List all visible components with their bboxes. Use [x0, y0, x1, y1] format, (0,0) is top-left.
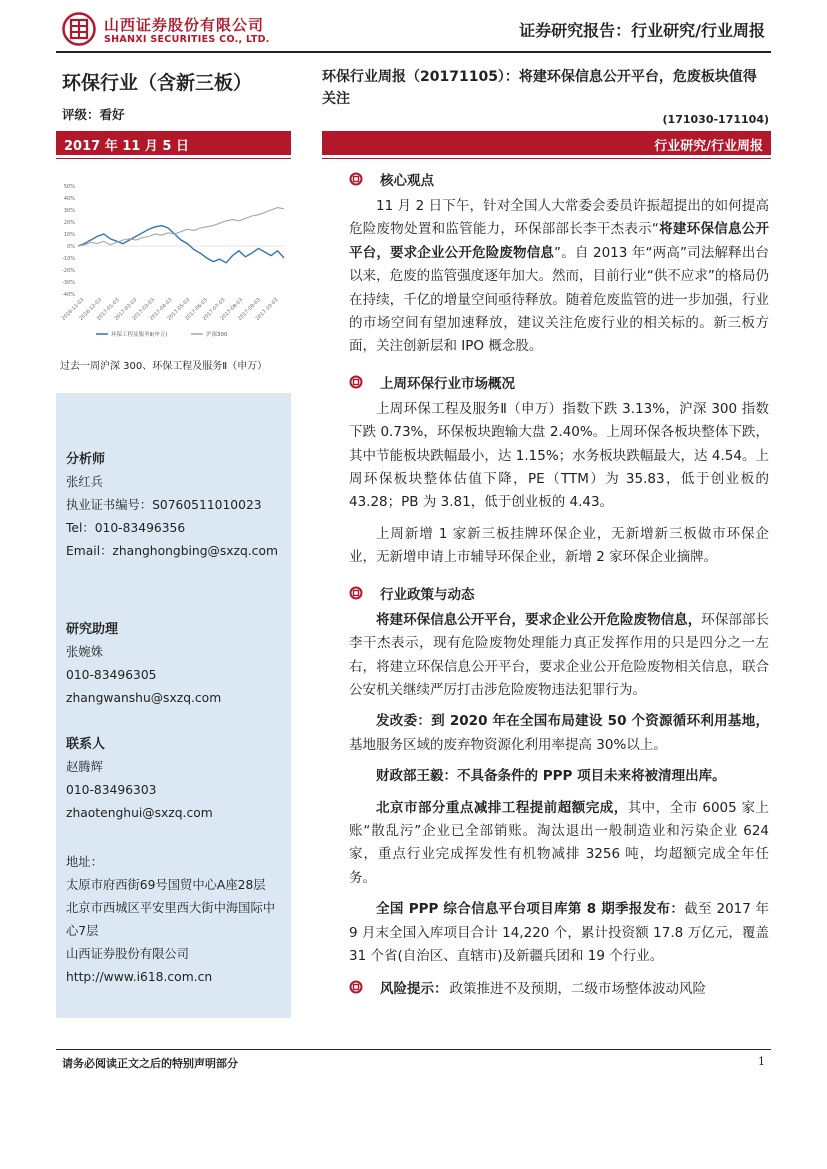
section-title: 核心观点	[380, 173, 434, 189]
analyst-name: 张红兵	[66, 475, 103, 489]
header-divider	[56, 51, 771, 53]
bullet-icon	[349, 375, 363, 389]
company-name-en: SHANXI SECURITIES CO., LTD.	[104, 34, 270, 45]
contact-heading: 联系人	[66, 737, 106, 752]
y-tick-label: -30%	[62, 280, 75, 286]
y-tick-label: -20%	[62, 268, 75, 274]
section-title: 行业政策与动态	[380, 586, 475, 603]
market-paragraph-1: 上周环保工程及服务Ⅱ（申万）指数下跌 3.13%，沪深 300 指数下跌 0.73%，环保板块跑输大盘 2.40%。上周环保各板块整体下跌，其中节能板块跌幅最小，达 1.15%；水务板块跌幅最大，达 4.54。上周环保板块整体估值下降，PE（TTM）为 35.83，低于创业板的 43.28；PB 为 3.81，低于创业板的 4.43。	[349, 400, 769, 511]
chart-svg	[56, 176, 291, 341]
company-name-cn: 山西证券股份有限公司	[104, 16, 265, 34]
report-title: 环保行业周报（20171105）：将建环保信息公开平台，危废板块值得关注	[322, 69, 757, 107]
rating: 评级：看好	[62, 107, 125, 122]
y-tick-label: 0%	[67, 244, 75, 250]
x-tick-label: 2017-01-03	[95, 297, 121, 322]
x-tick-label: 2017-05-03	[166, 297, 192, 322]
page-number: 1	[758, 1055, 765, 1068]
contact-tel: 010-83496303	[66, 783, 157, 797]
assistant-name: 张婉姝	[66, 645, 103, 659]
address-company: 山西证券股份有限公司	[66, 947, 189, 961]
policy-paragraph-4: 北京市部分重点减排工程提前超额完成，其中，全市 6005 家上账“散乱污”企业已全部销账。淘汰退出一般制造业和污染企业 624 家，重点行业完成挥发性有机物减排 3256 吨，均超额完成全年任务。	[349, 799, 769, 886]
performance-chart	[56, 176, 291, 341]
address-heading: 地址：	[66, 855, 103, 869]
contact-email: zhaotenghui@sxzq.com	[66, 806, 213, 820]
analyst-heading: 分析师	[66, 452, 106, 467]
x-tick-label: 2017-03-03	[131, 297, 156, 322]
y-tick-label: 30%	[63, 208, 75, 214]
section-core-view	[349, 168, 769, 190]
bullet-icon	[349, 980, 363, 994]
assistant-heading: 研究助理	[66, 622, 119, 637]
x-tick-label: 2016-11-03	[60, 297, 86, 322]
market-paragraph-2: 上周新增 1 家新三板挂牌环保企业，无新增新三板做市环保企业，无新增申请上市辅导环保企业，新增 2 家环保企业摘牌。	[349, 525, 769, 566]
y-tick-label: -40%	[62, 292, 75, 298]
section-title: 上周环保行业市场概况	[380, 375, 515, 392]
address-taiyuan: 太原市府西街69号国贸中心A座28层	[66, 878, 266, 892]
report-date: 2017 年 11 月 5 日	[64, 139, 189, 154]
bullet-icon	[349, 586, 363, 600]
x-tick-label: 2017-04-03	[148, 297, 174, 322]
footer-divider	[56, 1049, 771, 1050]
analyst-tel: Tel：010-83496356	[66, 521, 186, 535]
company-website[interactable]: http://www.i618.com.cn	[66, 970, 213, 984]
risk-text: 政策推进不及预期，二级市场整体波动风险	[449, 981, 706, 998]
x-tick-label: 2017-08-03	[219, 297, 245, 322]
y-tick-label: 40%	[63, 196, 75, 202]
report-period: (171030-171104)	[662, 113, 769, 126]
contact-name: 赵腾辉	[66, 760, 103, 774]
tag-band	[322, 131, 771, 155]
section-policy	[349, 582, 769, 604]
company-logo	[62, 12, 96, 46]
band-rule-left	[56, 158, 291, 159]
y-tick-label: 50%	[63, 184, 75, 190]
risk-warning	[349, 976, 769, 998]
risk-label: 风险提示：	[380, 981, 448, 998]
report-tag: 行业研究/行业周报	[654, 139, 763, 154]
bullet-icon	[349, 172, 363, 186]
legend-label: 沪深300	[206, 332, 228, 338]
y-tick-label: 10%	[63, 232, 75, 238]
sector-title: 环保行业（含新三板）	[62, 72, 253, 94]
contact-sidebar	[56, 393, 291, 1018]
date-band	[56, 131, 291, 155]
x-tick-label: 2017-09-03	[236, 297, 262, 322]
x-tick-label: 2017-06-03	[184, 297, 209, 322]
core-view-paragraph: 11 月 2 日下午，针对全国人大常委会委员许振超提出的如何提高危险废物处置和监管能力，环保部部长李干杰表示“将建环保信息公开平台，要求企业公开危险废物信息”。自 2013 年“两高”司法解释出台以来，危废的监管强度逐年加大。然而，目前行业“供不应求”的格局仍在持续，千亿的增量空间亟待释放。随着危废监管的进一步加强，行业的市场空间有望加速释放，建议关注危废行业的相关标的。新三板方面，关注创新层和 IPO 概念股。	[349, 198, 770, 355]
assistant-email: zhangwanshu@sxzq.com	[66, 691, 222, 705]
x-tick-label: 2017-02-03	[113, 297, 139, 322]
y-tick-label: 20%	[63, 220, 75, 226]
policy-paragraph-5: 全国 PPP 综合信息平台项目库第 8 期季报发布：截至 2017 年 9 月末全国入库项目合计 14,220 个，累计投资额 17.8 万亿元，覆盖 31 个省(自治区、直辖市)及新疆兵团和 19 个行业。	[349, 901, 769, 964]
assistant-tel: 010-83496305	[66, 668, 157, 682]
policy-paragraph-2: 发改委：到 2020 年在全国布局建设 50 个资源循环利用基地，基地服务区域的废弃物资源化利用率提高 30%以上。	[349, 713, 769, 753]
analyst-cert: 执业证书编号：S0760511010023	[66, 498, 262, 512]
band-rule-right	[322, 158, 771, 159]
chart-caption: 过去一周沪深 300、环保工程及服务Ⅱ（申万）	[60, 361, 268, 372]
address-beijing: 北京市西城区平安里西大街中海国际中心7层	[66, 901, 276, 938]
section-market-overview	[349, 371, 769, 393]
y-tick-label: -10%	[62, 256, 75, 262]
policy-paragraph-3: 财政部王毅：不具备条件的 PPP 项目未来将被清理出库。	[376, 768, 726, 785]
policy-paragraph-1: 将建环保信息公开平台，要求企业公开危险废物信息，环保部部长李干杰表示，现有危险废物处理能力真正发挥作用的只是四分之一左右，将建立环保信息公开平台，要求企业公开危险废物相关信息，联合公安机关继续严厉打击涉危险废物违法犯罪行为。	[349, 611, 770, 698]
x-tick-label: 2017-07-03	[201, 297, 227, 322]
x-tick-label: 2016-12-03	[78, 297, 104, 322]
analyst-email: Email：zhanghongbing@sxzq.com	[66, 544, 278, 558]
x-tick-label: 2017-10-03	[254, 297, 280, 322]
footer-disclaimer: 请务必阅读正文之后的特别声明部分	[62, 1057, 238, 1070]
report-type: 证券研究报告：行业研究/行业周报	[519, 21, 765, 40]
legend-label: 环保工程及服务Ⅱ(申万)	[111, 332, 168, 338]
main-content	[349, 168, 769, 998]
